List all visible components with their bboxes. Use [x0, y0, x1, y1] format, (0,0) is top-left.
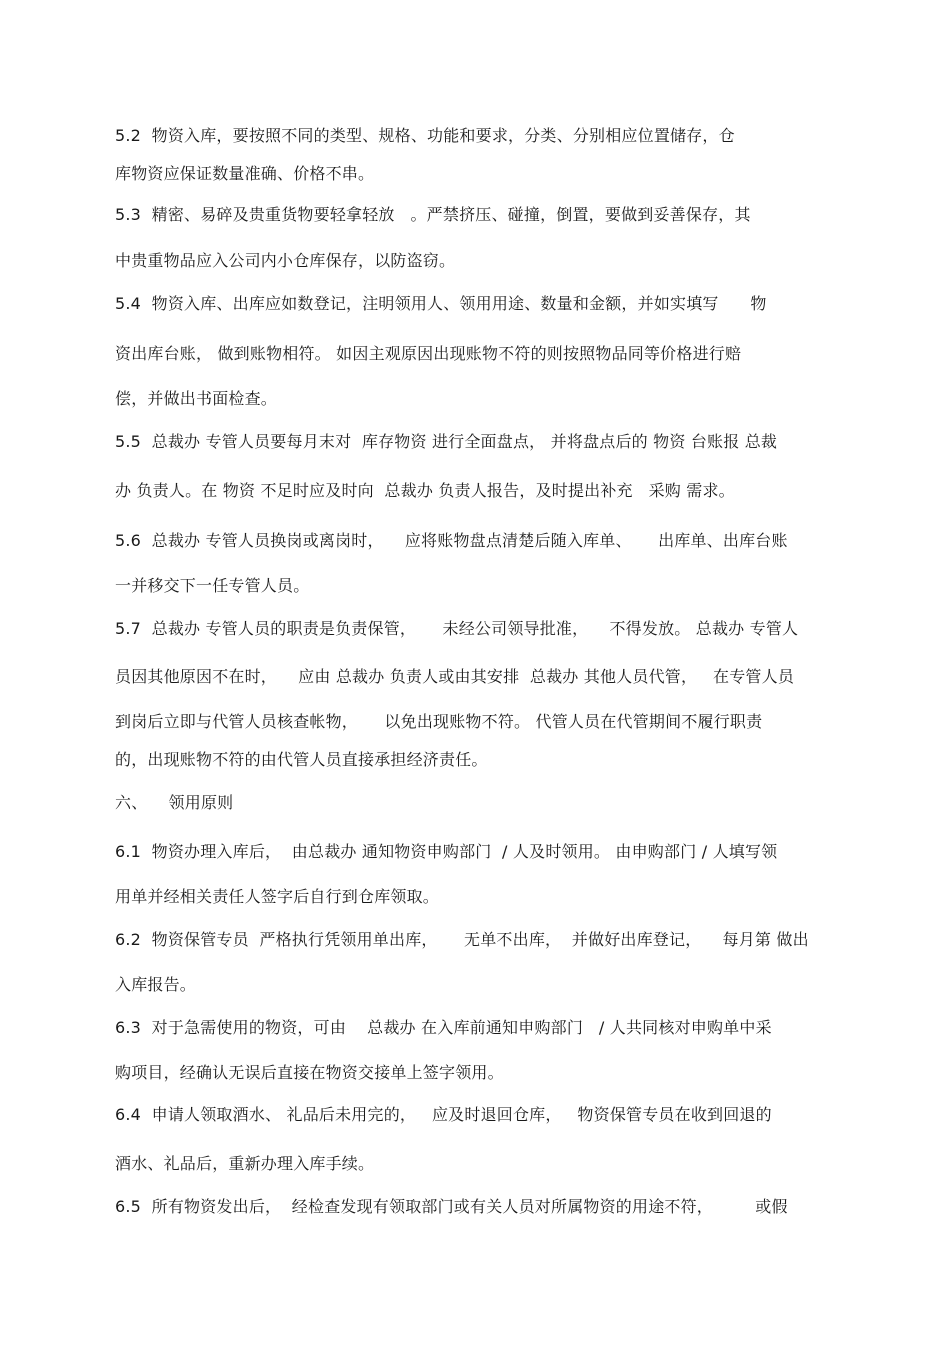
paragraph-line: 库物资应保证数量准确、价格不串。 [115, 164, 375, 183]
paragraph-line: 的，出现账物不符的由代管人员直接承担经济责任。 [115, 750, 488, 769]
paragraph-line: 6.2 物资保管专员 严格执行凭领用单出库， 无单不出库， 并做好出库登记， 每月第 做出 [115, 930, 809, 949]
paragraph-line: 6.3 对于急需使用的物资，可由 总裁办 在入库前通知申购部门 / 人共同核对申购单中采 [115, 1018, 772, 1037]
paragraph-line: 办 负责人。在 物资 不足时应及时向 总裁办 负责人报告，及时提出补充 采购 需求。 [115, 481, 735, 500]
paragraph-line: 5.4 物资入库、出库应如数登记，注明领用人、领用用途、数量和金额，并如实填写 物 [115, 294, 767, 313]
paragraph-line: 中贵重物品应入公司内小仓库保存，以防盗窃。 [115, 251, 456, 270]
paragraph-line: 到岗后立即与代管人员核查帐物， 以免出现账物不符。 代管人员在代管期间不履行职责 [115, 712, 763, 731]
paragraph-line: 用单并经相关责任人签字后自行到仓库领取。 [115, 887, 440, 906]
paragraph-line: 6.4 申请人领取酒水、 礼品后未用完的， 应及时退回仓库， 物资保管专员在收到回退的 [115, 1105, 772, 1124]
paragraph-line: 5.5 总裁办 专管人员要每月末对 库存物资 进行全面盘点， 并将盘点后的 物资 台账报 总裁 [115, 432, 778, 451]
paragraph-line: 6.1 物资办理入库后， 由总裁办 通知物资申购部门 / 人及时领用。 由申购部门 / 人填写领 [115, 842, 778, 861]
paragraph-line: 5.7 总裁办 专管人员的职责是负责保管， 未经公司领导批准， 不得发放。 总裁办 专管人 [115, 619, 799, 638]
paragraph-line: 员因其他原因不在时， 应由 总裁办 负责人或由其安排 总裁办 其他人员代管， 在专管人员 [115, 667, 795, 686]
paragraph-line: 6.5 所有物资发出后， 经检查发现有领取部门或有关人员对所属物资的用途不符， 或假 [115, 1197, 788, 1216]
paragraph-line: 5.6 总裁办 专管人员换岗或离岗时， 应将账物盘点清楚后随入库单、 出库单、出库台账 [115, 531, 788, 550]
paragraph-line: 酒水、礼品后，重新办理入库手续。 [115, 1154, 375, 1173]
paragraph-line: 一并移交下一任专管人员。 [115, 576, 310, 595]
section-heading: 六、 领用原则 [115, 793, 234, 812]
paragraph-line: 偿，并做出书面检查。 [115, 389, 278, 408]
paragraph-line: 入库报告。 [115, 975, 197, 994]
paragraph-line: 5.3 精密、易碎及贵重货物要轻拿轻放 。严禁挤压、碰撞，倒置，要做到妥善保存，其 [115, 205, 751, 224]
paragraph-line: 购项目，经确认无误后直接在物资交接单上签字领用。 [115, 1063, 504, 1082]
paragraph-line: 资出库台账， 做到账物相符。 如因主观原因出现账物不符的则按照物品同等价格进行赔 [115, 344, 742, 363]
paragraph-line: 5.2 物资入库，要按照不同的类型、规格、功能和要求，分类、分别相应位置储存，仓 [115, 126, 735, 145]
